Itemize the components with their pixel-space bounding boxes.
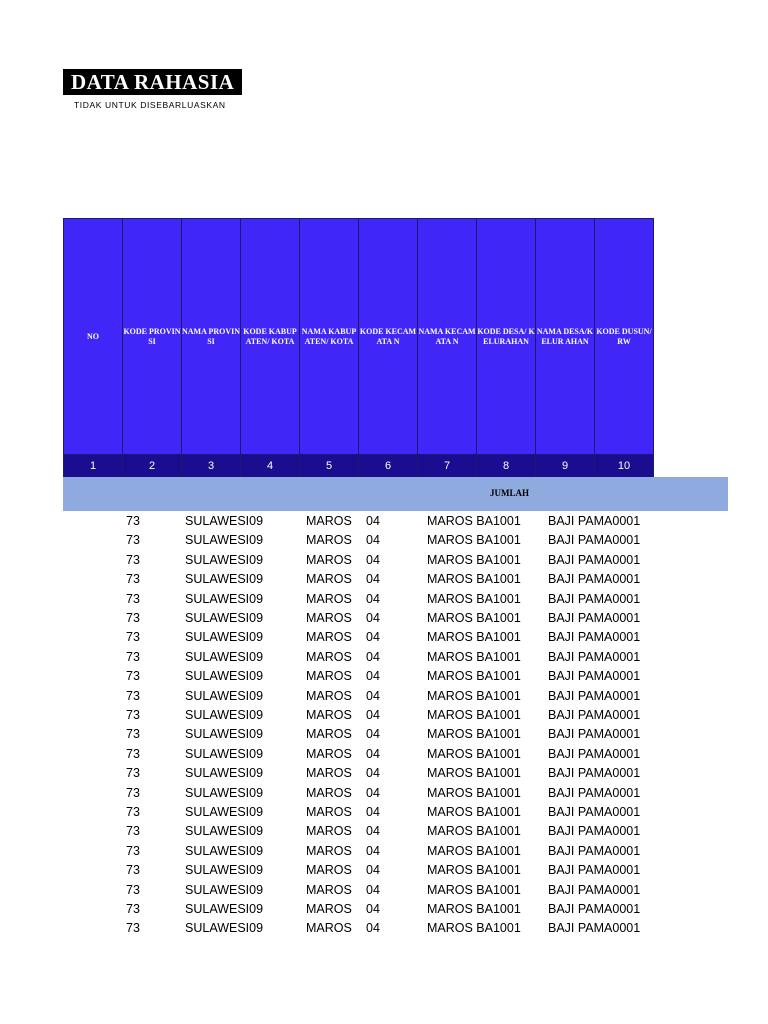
header-kode-desa: KODE DESA/ KELURAHAN: [477, 219, 536, 455]
kode-provinsi-cell: 73: [126, 727, 140, 742]
nama-desa-cell: BAJI PAMA0001: [548, 591, 641, 606]
nama-desa-cell: BAJI PAMA0001: [548, 824, 641, 839]
kode-kecamatan-cell: 04: [366, 882, 380, 897]
nama-kecamatan-cell: MAROS BA1001: [427, 882, 521, 897]
nama-desa-cell: BAJI PAMA0001: [548, 514, 641, 528]
nama-provinsi-cell: SULAWESI09: [185, 766, 264, 781]
nama-kabupaten-cell: MAROS: [306, 785, 352, 800]
nama-desa-cell: BAJI PAMA0001: [548, 572, 641, 587]
kode-kecamatan-cell: 04: [366, 805, 380, 819]
nama-kecamatan-cell: MAROS BA1001: [427, 649, 521, 664]
nama-kecamatan-cell: MAROS BA1001: [427, 708, 521, 722]
nama-desa-cell: BAJI PAMA0001: [548, 843, 641, 858]
nama-provinsi-cell: SULAWESI09: [185, 533, 264, 548]
kode-kecamatan-cell: 04: [366, 591, 380, 606]
nama-provinsi-cell: SULAWESI09: [185, 552, 264, 567]
kode-provinsi-cell: 73: [126, 611, 140, 625]
kode-kecamatan-cell: 04: [366, 552, 380, 567]
nama-desa-cell: BAJI PAMA0001: [548, 611, 641, 625]
nama-kecamatan-cell: MAROS BA1001: [427, 727, 521, 742]
nama-provinsi-cell: SULAWESI09: [185, 611, 264, 625]
nama-desa-cell: BAJI PAMA0001: [548, 746, 641, 761]
header-nama-desa: NAMA DESA/KELUR AHAN: [536, 219, 595, 455]
nama-provinsi-cell: SULAWESI09: [185, 882, 264, 897]
nama-kabupaten-cell: MAROS: [306, 843, 352, 858]
column-number: 4: [241, 455, 300, 478]
kode-kecamatan-cell: 04: [366, 688, 380, 703]
header-kode-kecamatan: KODE KECAMATA N: [359, 219, 418, 455]
nama-desa-cell: BAJI PAMA0001: [548, 552, 641, 567]
nama-kecamatan-cell: MAROS BA1001: [427, 630, 521, 645]
nama-kecamatan-cell: MAROS BA1001: [427, 514, 521, 528]
kode-provinsi-cell: 73: [126, 843, 140, 858]
kode-kecamatan-cell: 04: [366, 863, 380, 878]
kode-kecamatan-cell: 04: [366, 902, 380, 916]
kode-provinsi-cell: 73: [126, 630, 140, 645]
kode-kecamatan-cell: 04: [366, 649, 380, 664]
nama-desa-cell: BAJI PAMA0001: [548, 921, 641, 936]
table-row: [0, 764, 700, 783]
nama-kabupaten-cell: MAROS: [306, 863, 352, 878]
jumlah-bar: [63, 477, 728, 511]
nama-desa-cell: BAJI PAMA0001: [548, 902, 641, 916]
column-number: 5: [300, 455, 359, 478]
nama-kecamatan-cell: MAROS BA1001: [427, 766, 521, 781]
kode-provinsi-cell: 73: [126, 708, 140, 722]
kode-kecamatan-cell: 04: [366, 669, 380, 684]
nama-kecamatan-cell: MAROS BA1001: [427, 902, 521, 916]
nama-kabupaten-cell: MAROS: [306, 533, 352, 548]
table-row: [0, 784, 700, 803]
nama-provinsi-cell: SULAWESI09: [185, 805, 264, 819]
nama-provinsi-cell: SULAWESI09: [185, 591, 264, 606]
nama-desa-cell: BAJI PAMA0001: [548, 863, 641, 878]
kode-provinsi-cell: 73: [126, 649, 140, 664]
table-row: [0, 900, 700, 919]
kode-kecamatan-cell: 04: [366, 727, 380, 742]
kode-provinsi-cell: 73: [126, 591, 140, 606]
nama-provinsi-cell: SULAWESI09: [185, 785, 264, 800]
nama-kecamatan-cell: MAROS BA1001: [427, 824, 521, 839]
kode-kecamatan-cell: 04: [366, 746, 380, 761]
nama-kecamatan-cell: MAROS BA1001: [427, 533, 521, 548]
table-row: [0, 648, 700, 667]
nama-kecamatan-cell: MAROS BA1001: [427, 746, 521, 761]
nama-kabupaten-cell: MAROS: [306, 708, 352, 722]
table-row: [0, 706, 700, 725]
kode-provinsi-cell: 73: [126, 688, 140, 703]
nama-kabupaten-cell: MAROS: [306, 902, 352, 916]
nama-kabupaten-cell: MAROS: [306, 746, 352, 761]
kode-provinsi-cell: 73: [126, 669, 140, 684]
table-row: [0, 919, 700, 938]
nama-provinsi-cell: SULAWESI09: [185, 630, 264, 645]
table-row: [0, 570, 700, 589]
nama-kabupaten-cell: MAROS: [306, 882, 352, 897]
document-subtitle: TIDAK UNTUK DISEBARLUASKAN: [74, 100, 226, 110]
nama-provinsi-cell: SULAWESI09: [185, 688, 264, 703]
kode-provinsi-cell: 73: [126, 766, 140, 781]
nama-kabupaten-cell: MAROS: [306, 805, 352, 819]
table-row: [0, 667, 700, 686]
column-number: 2: [123, 455, 182, 478]
nama-kecamatan-cell: MAROS BA1001: [427, 572, 521, 587]
nama-desa-cell: BAJI PAMA0001: [548, 708, 641, 722]
nama-desa-cell: BAJI PAMA0001: [548, 766, 641, 781]
nama-provinsi-cell: SULAWESI09: [185, 746, 264, 761]
kode-kecamatan-cell: 04: [366, 843, 380, 858]
nama-desa-cell: BAJI PAMA0001: [548, 785, 641, 800]
table-row: [0, 628, 700, 647]
header-number-row: [64, 455, 654, 478]
kode-provinsi-cell: 73: [126, 863, 140, 878]
kode-kecamatan-cell: 04: [366, 824, 380, 839]
nama-kabupaten-cell: MAROS: [306, 921, 352, 936]
nama-kabupaten-cell: MAROS: [306, 630, 352, 645]
nama-kabupaten-cell: MAROS: [306, 572, 352, 587]
kode-kecamatan-cell: 04: [366, 611, 380, 625]
nama-kabupaten-cell: MAROS: [306, 727, 352, 742]
kode-kecamatan-cell: 04: [366, 708, 380, 722]
nama-provinsi-cell: SULAWESI09: [185, 514, 264, 528]
table-row: [0, 512, 700, 531]
nama-desa-cell: BAJI PAMA0001: [548, 882, 641, 897]
nama-provinsi-cell: SULAWESI09: [185, 921, 264, 936]
kode-provinsi-cell: 73: [126, 552, 140, 567]
nama-kabupaten-cell: MAROS: [306, 552, 352, 567]
nama-desa-cell: BAJI PAMA0001: [548, 727, 641, 742]
kode-provinsi-cell: 73: [126, 824, 140, 839]
kode-kecamatan-cell: 04: [366, 514, 380, 528]
nama-kecamatan-cell: MAROS BA1001: [427, 843, 521, 858]
nama-kecamatan-cell: MAROS BA1001: [427, 591, 521, 606]
nama-desa-cell: BAJI PAMA0001: [548, 649, 641, 664]
table-row: [0, 725, 700, 744]
nama-provinsi-cell: SULAWESI09: [185, 824, 264, 839]
table-row: [0, 881, 700, 900]
table-row: [0, 745, 700, 764]
nama-kecamatan-cell: MAROS BA1001: [427, 805, 521, 819]
kode-provinsi-cell: 73: [126, 921, 140, 936]
kode-provinsi-cell: 73: [126, 572, 140, 587]
nama-kabupaten-cell: MAROS: [306, 688, 352, 703]
column-header-table: [63, 218, 654, 478]
nama-kecamatan-cell: MAROS BA1001: [427, 863, 521, 878]
table-row: [0, 531, 700, 550]
kode-provinsi-cell: 73: [126, 514, 140, 528]
nama-kabupaten-cell: MAROS: [306, 591, 352, 606]
column-number: 10: [595, 455, 654, 478]
nama-kabupaten-cell: MAROS: [306, 611, 352, 625]
table-row: [0, 590, 700, 609]
nama-kecamatan-cell: MAROS BA1001: [427, 785, 521, 800]
nama-provinsi-cell: SULAWESI09: [185, 727, 264, 742]
column-number: 1: [64, 455, 123, 478]
column-number: 9: [536, 455, 595, 478]
nama-provinsi-cell: SULAWESI09: [185, 902, 264, 916]
kode-provinsi-cell: 73: [126, 882, 140, 897]
table-row: [0, 687, 700, 706]
nama-provinsi-cell: SULAWESI09: [185, 708, 264, 722]
nama-desa-cell: BAJI PAMA0001: [548, 805, 641, 819]
table-row: [0, 803, 700, 822]
nama-kabupaten-cell: MAROS: [306, 649, 352, 664]
nama-provinsi-cell: SULAWESI09: [185, 669, 264, 684]
kode-kecamatan-cell: 04: [366, 630, 380, 645]
nama-provinsi-cell: SULAWESI09: [185, 843, 264, 858]
kode-provinsi-cell: 73: [126, 533, 140, 548]
nama-kabupaten-cell: MAROS: [306, 766, 352, 781]
nama-desa-cell: BAJI PAMA0001: [548, 533, 641, 548]
kode-provinsi-cell: 73: [126, 746, 140, 761]
header-nama-kecamatan: NAMA KECAMATA N: [418, 219, 477, 455]
table-row: [0, 842, 700, 861]
kode-kecamatan-cell: 04: [366, 921, 380, 936]
jumlah-label: JUMLAH: [490, 488, 529, 498]
nama-kecamatan-cell: MAROS BA1001: [427, 552, 521, 567]
nama-kecamatan-cell: MAROS BA1001: [427, 611, 521, 625]
nama-kabupaten-cell: MAROS: [306, 824, 352, 839]
column-number: 3: [182, 455, 241, 478]
header-nama-kabupaten: NAMA KABUPATEN/ KOTA: [300, 219, 359, 455]
kode-kecamatan-cell: 04: [366, 785, 380, 800]
kode-provinsi-cell: 73: [126, 805, 140, 819]
header-label-row: [64, 219, 654, 455]
header-kode-kabupaten: KODE KABUPATEN/ KOTA: [241, 219, 300, 455]
nama-kabupaten-cell: MAROS: [306, 514, 352, 528]
table-row: [0, 551, 700, 570]
header-kode-dusun: KODE DUSUN/RW: [595, 219, 654, 455]
nama-provinsi-cell: SULAWESI09: [185, 572, 264, 587]
nama-kecamatan-cell: MAROS BA1001: [427, 669, 521, 684]
table-row: [0, 861, 700, 880]
nama-desa-cell: BAJI PAMA0001: [548, 669, 641, 684]
kode-kecamatan-cell: 04: [366, 572, 380, 587]
nama-kecamatan-cell: MAROS BA1001: [427, 921, 521, 936]
kode-provinsi-cell: 73: [126, 785, 140, 800]
table-row: [0, 822, 700, 841]
kode-kecamatan-cell: 04: [366, 766, 380, 781]
nama-kecamatan-cell: MAROS BA1001: [427, 688, 521, 703]
header-nama-provinsi: NAMA PROVINSI: [182, 219, 241, 455]
header-kode-provinsi: KODE PROVINSI: [123, 219, 182, 455]
nama-desa-cell: BAJI PAMA0001: [548, 688, 641, 703]
document-title: DATA RAHASIA: [63, 69, 242, 95]
table-row: [0, 609, 700, 628]
kode-provinsi-cell: 73: [126, 902, 140, 916]
nama-provinsi-cell: SULAWESI09: [185, 863, 264, 878]
column-number: 6: [359, 455, 418, 478]
header-no: NO: [64, 219, 123, 455]
column-number: 8: [477, 455, 536, 478]
kode-kecamatan-cell: 04: [366, 533, 380, 548]
nama-desa-cell: BAJI PAMA0001: [548, 630, 641, 645]
column-number: 7: [418, 455, 477, 478]
nama-kabupaten-cell: MAROS: [306, 669, 352, 684]
nama-provinsi-cell: SULAWESI09: [185, 649, 264, 664]
